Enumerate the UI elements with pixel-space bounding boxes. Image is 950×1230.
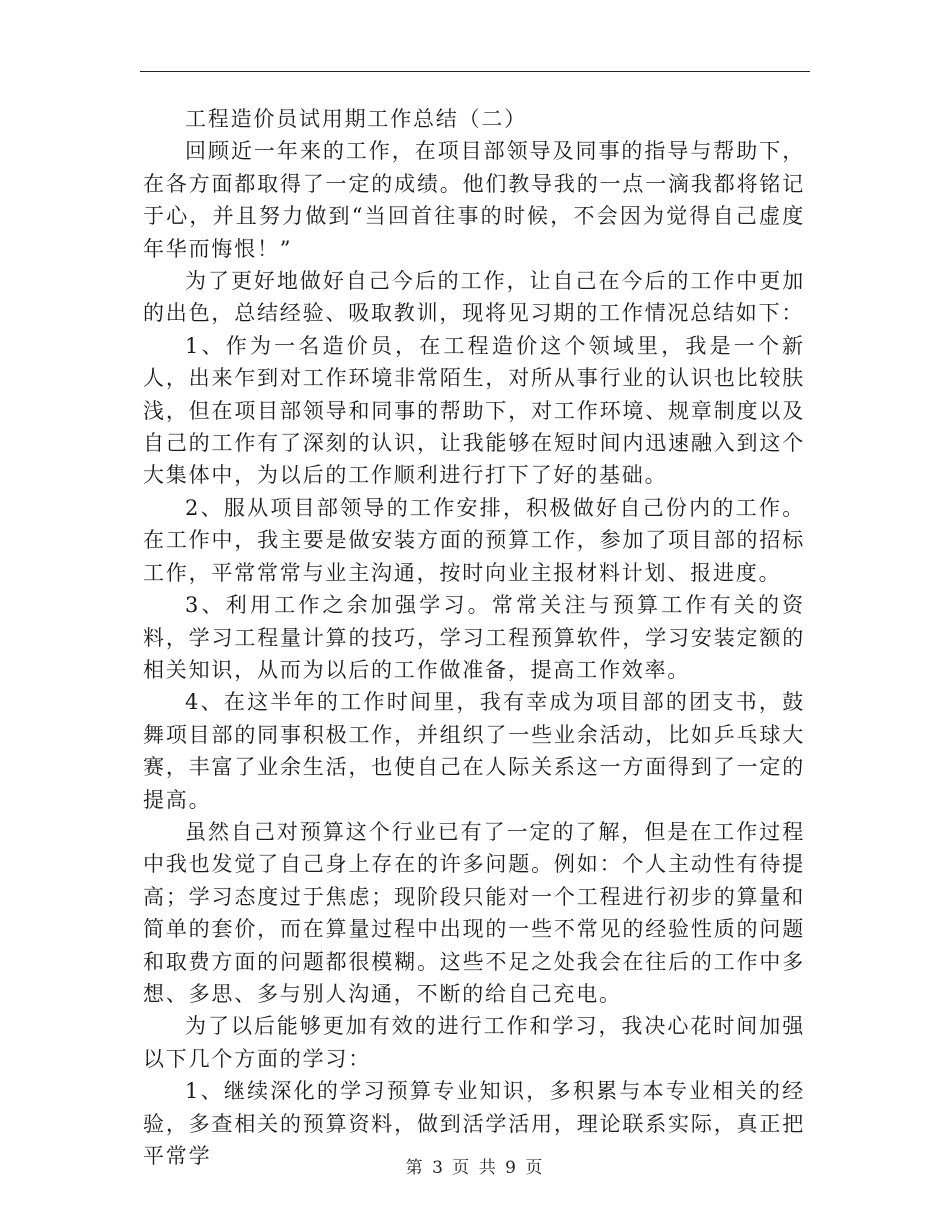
document-title: 工程造价员试用期工作总结（二） [185, 107, 527, 131]
paragraph: 3、利用工作之余加强学习。常常关注与预算工作有关的资料，学习工程量计算的技巧，学习工程预算软件，学习安装定额的相关知识，从而为以后的工作做准备，提高工作效率。 [143, 593, 805, 682]
paragraph: 2、服从项目部领导的工作安排，积极做好自己份内的工作。在工作中，我主要是做安装方面的预算工作，参加了项目部的招标工作，平常常常与业主沟通，按时向业主报材料计划、报进度。 [143, 495, 805, 585]
paragraph: 回顾近一年来的工作，在项目部领导及同事的指导与帮助下，在各方面都取得了一定的成绩。他们教导我的一点一滴我都将铭记于心，并且努力做到“当回首往事的时候，不会因为觉得自己虚度年华而悔恨！” [143, 139, 805, 261]
paragraph: 4、在这半年的工作时间里，我有幸成为项目部的团支书，鼓舞项目部的同事积极工作，并组织了一些业余活动，比如乒乓球大赛，丰富了业余生活，也使自己在人际关系这一方面得到了一定的提高。 [143, 690, 805, 812]
paragraph: 为了更好地做好自己今后的工作，让自己在今后的工作中更加的出色，总结经验、吸取教训，现将见习期的工作情况总结如下： [143, 269, 805, 326]
paragraph: 1、继续深化的学习预算专业知识，多积累与本专业相关的经验，多查相关的预算资料，做到活学活用，理论联系实际，真正把平常学 [143, 1079, 805, 1168]
paragraph: 1、作为一名造价员，在工程造价这个领域里，我是一个新人，出来乍到对工作环境非常陌生，对所从事行业的认识也比较肤浅，但在项目部领导和同事的帮助下，对工作环境、规章制度以及自己的工作有了深刻的认识，让我能够在短时间内迅速融入到这个大集体中，为以后的工作顺利进行打下了好的基础。 [143, 333, 805, 488]
paragraph: 为了以后能够更加有效的进行工作和学习，我决心花时间加强以下几个方面的学习： [143, 1014, 805, 1071]
paragraph: 虽然自己对预算这个行业已有了一定的了解，但是在工作过程中我也发觉了自己身上存在的许多问题。例如：个人主动性有待提高；学习态度过于焦虑；现阶段只能对一个工程进行初步的算量和简单的套价，而在算量过程中出现的一些不常见的经验性质的问题和取费方面的问题都很模糊。这些不足之处我会在往后的工作中多想、多思、多与别人沟通，不断的给自己充电。 [143, 819, 805, 1006]
document-body [143, 103, 805, 1172]
header-rule [140, 71, 810, 72]
page-number: 第 3 页 共 9 页 [405, 1158, 545, 1178]
